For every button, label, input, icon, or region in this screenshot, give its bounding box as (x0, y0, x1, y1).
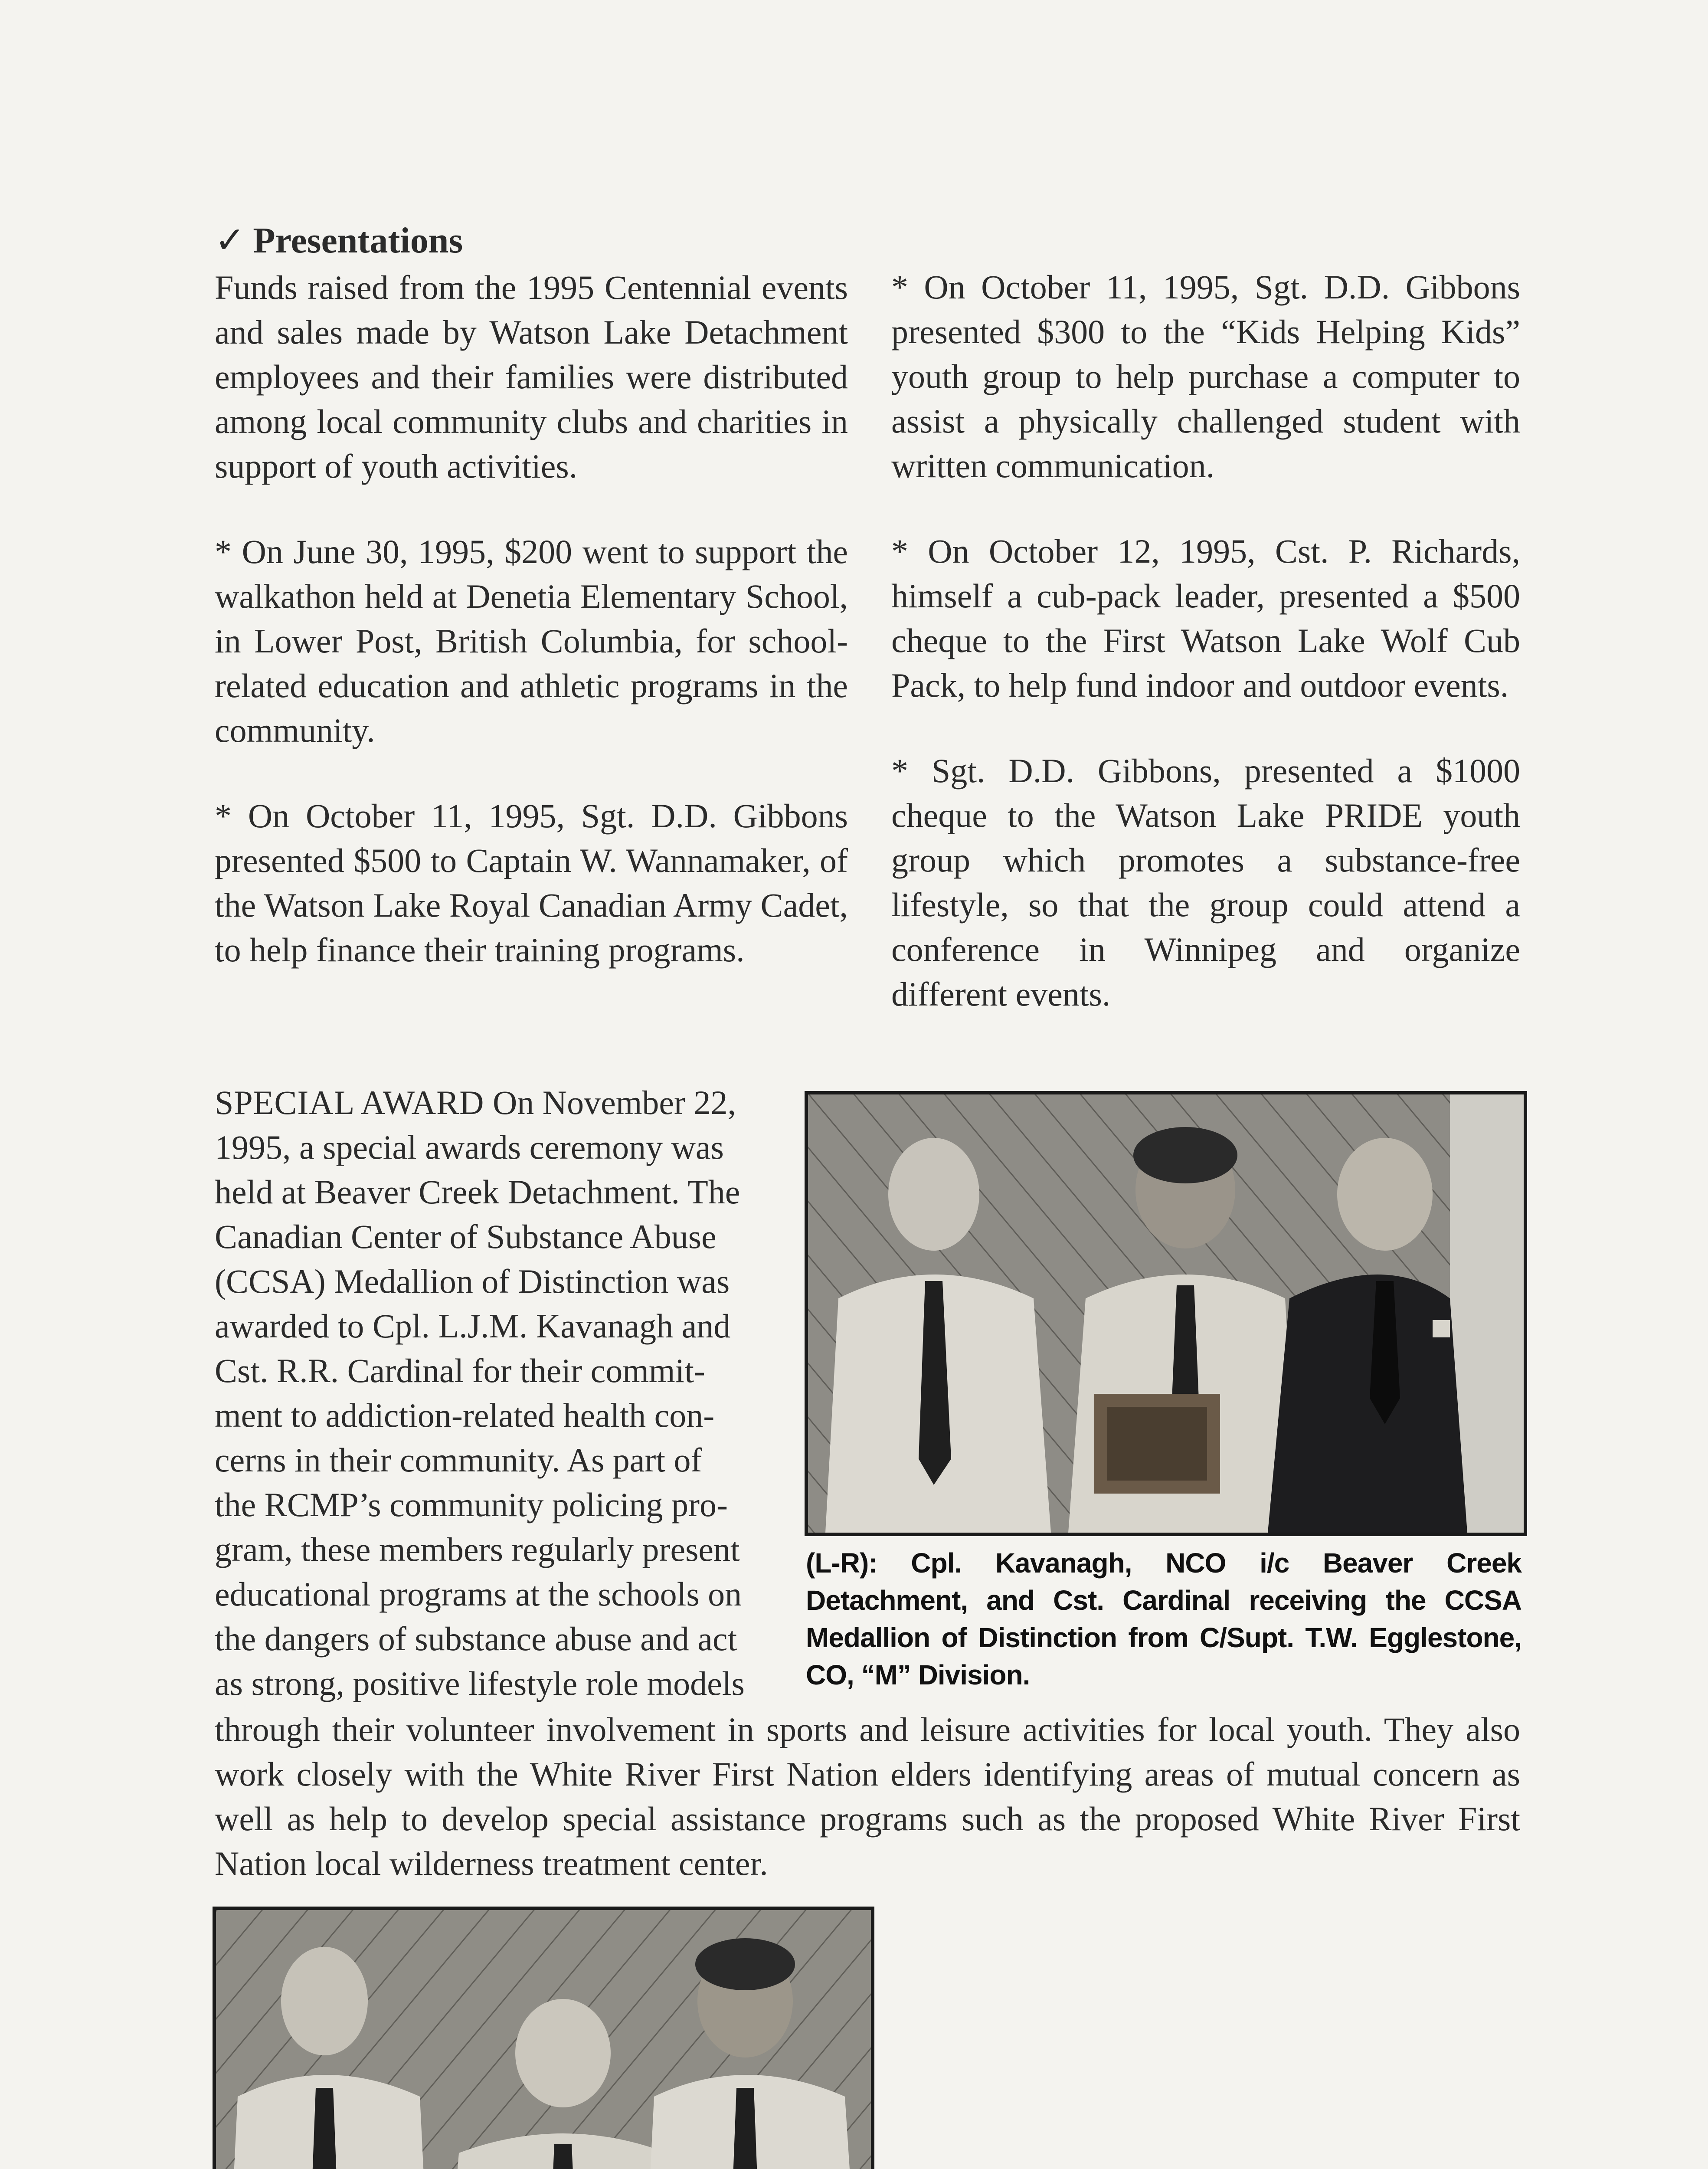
left-column (215, 219, 848, 1013)
cadet-donation-paragraph: * On October 11, 1995, Sgt. D.D. Gibbons presented $500 to Captain W. Wannamaker, of the Watson Lake Royal Canadian Army Cadet, to help finance their training programs. (215, 797, 848, 969)
special-award-section (215, 1080, 787, 1706)
special-award-line-3: Canadian Center of Substance Abuse (215, 1218, 717, 1255)
special-award-line-13: as strong, positive lifestyle role models (215, 1664, 745, 1702)
plaque-presentation-photo-art (216, 1910, 871, 2169)
continuation-paragraph: through their volunteer involvement in sports and leisure activities for local youth. They also work closely with the White River First Nation elders identifying areas of mutual concern as well as help to develop special assistance programs such as the proposed White River First Nation local wilderness treatment center. (215, 1710, 1520, 1882)
intro-paragraph: Funds raised from the 1995 Centennial events and sales made by Watson Lake Detachment employees and their families were distributed among local community clubs and charities in support of youth activities. (215, 269, 848, 485)
section-heading-text: Presentations (253, 220, 463, 261)
special-award-line-12: the dangers of substance abuse and act (215, 1620, 737, 1658)
award-photo-caption: (L-R): Cpl. Kavanagh, NCO i/c Beaver Creek Detachment, and Cst. Cardinal receiving the CCSA Medallion of Distinction from C/Supt. T.W. Egglestone, CO, “M” Division. (806, 1547, 1521, 1691)
plaque-presentation-photo (213, 1907, 874, 2169)
special-award-line-0: SPECIAL AWARD On November 22, (215, 1084, 736, 1121)
special-award-line-7: ment to addiction-related health con- (215, 1396, 715, 1434)
award-ceremony-photo (805, 1091, 1527, 1536)
special-award-line-2: held at Beaver Creek Detachment. The (215, 1173, 740, 1211)
wolf-cub-paragraph: * On October 12, 1995, Cst. P. Richards, himself a cub-pack leader, presented a $500 cheque to the First Watson Lake Wolf Cub Pack, to help fund indoor and outdoor events. (891, 532, 1520, 704)
checkmark-icon: ✓ (215, 220, 245, 261)
right-column (891, 265, 1520, 1057)
special-award-line-10: gram, these members regularly present (215, 1530, 740, 1568)
special-award-line-11: educational programs at the schools on (215, 1575, 742, 1613)
special-award-continuation (215, 1707, 1520, 1886)
june-donation-paragraph: * On June 30, 1995, $200 went to support the walkathon held at Denetia Elementary School, in Lower Post, British Columbia, for school-related education and athletic programs in the community. (215, 533, 848, 749)
special-award-line-4: (CCSA) Medallion of Distinction was (215, 1262, 730, 1300)
special-award-line-8: cerns in their community. As part of (215, 1441, 702, 1479)
special-award-line-9: the RCMP’s community policing pro- (215, 1486, 728, 1524)
special-award-line-6: Cst. R.R. Cardinal for their commit- (215, 1352, 705, 1389)
special-award-line-1: 1995, a special awards ceremony was (215, 1128, 724, 1166)
section-heading (215, 219, 848, 262)
kids-helping-kids-paragraph: * On October 11, 1995, Sgt. D.D. Gibbons presented $300 to the “Kids Helping Kids” youth group to help purchase a computer to assist a physically challenged student with written communication. (891, 268, 1520, 485)
special-award-lines (215, 1080, 787, 1706)
special-award-line-5: awarded to Cpl. L.J.M. Kavanagh and (215, 1307, 731, 1345)
award-ceremony-photo-art (808, 1094, 1524, 1533)
pride-youth-paragraph: * Sgt. D.D. Gibbons, presented a $1000 cheque to the Watson Lake PRIDE youth group which promotes a substance-free lifestyle, so that the group could attend a conference in Winnipeg and organize different events. (891, 752, 1520, 1013)
special-award-heading: SPECIAL AWARD (215, 1084, 484, 1121)
